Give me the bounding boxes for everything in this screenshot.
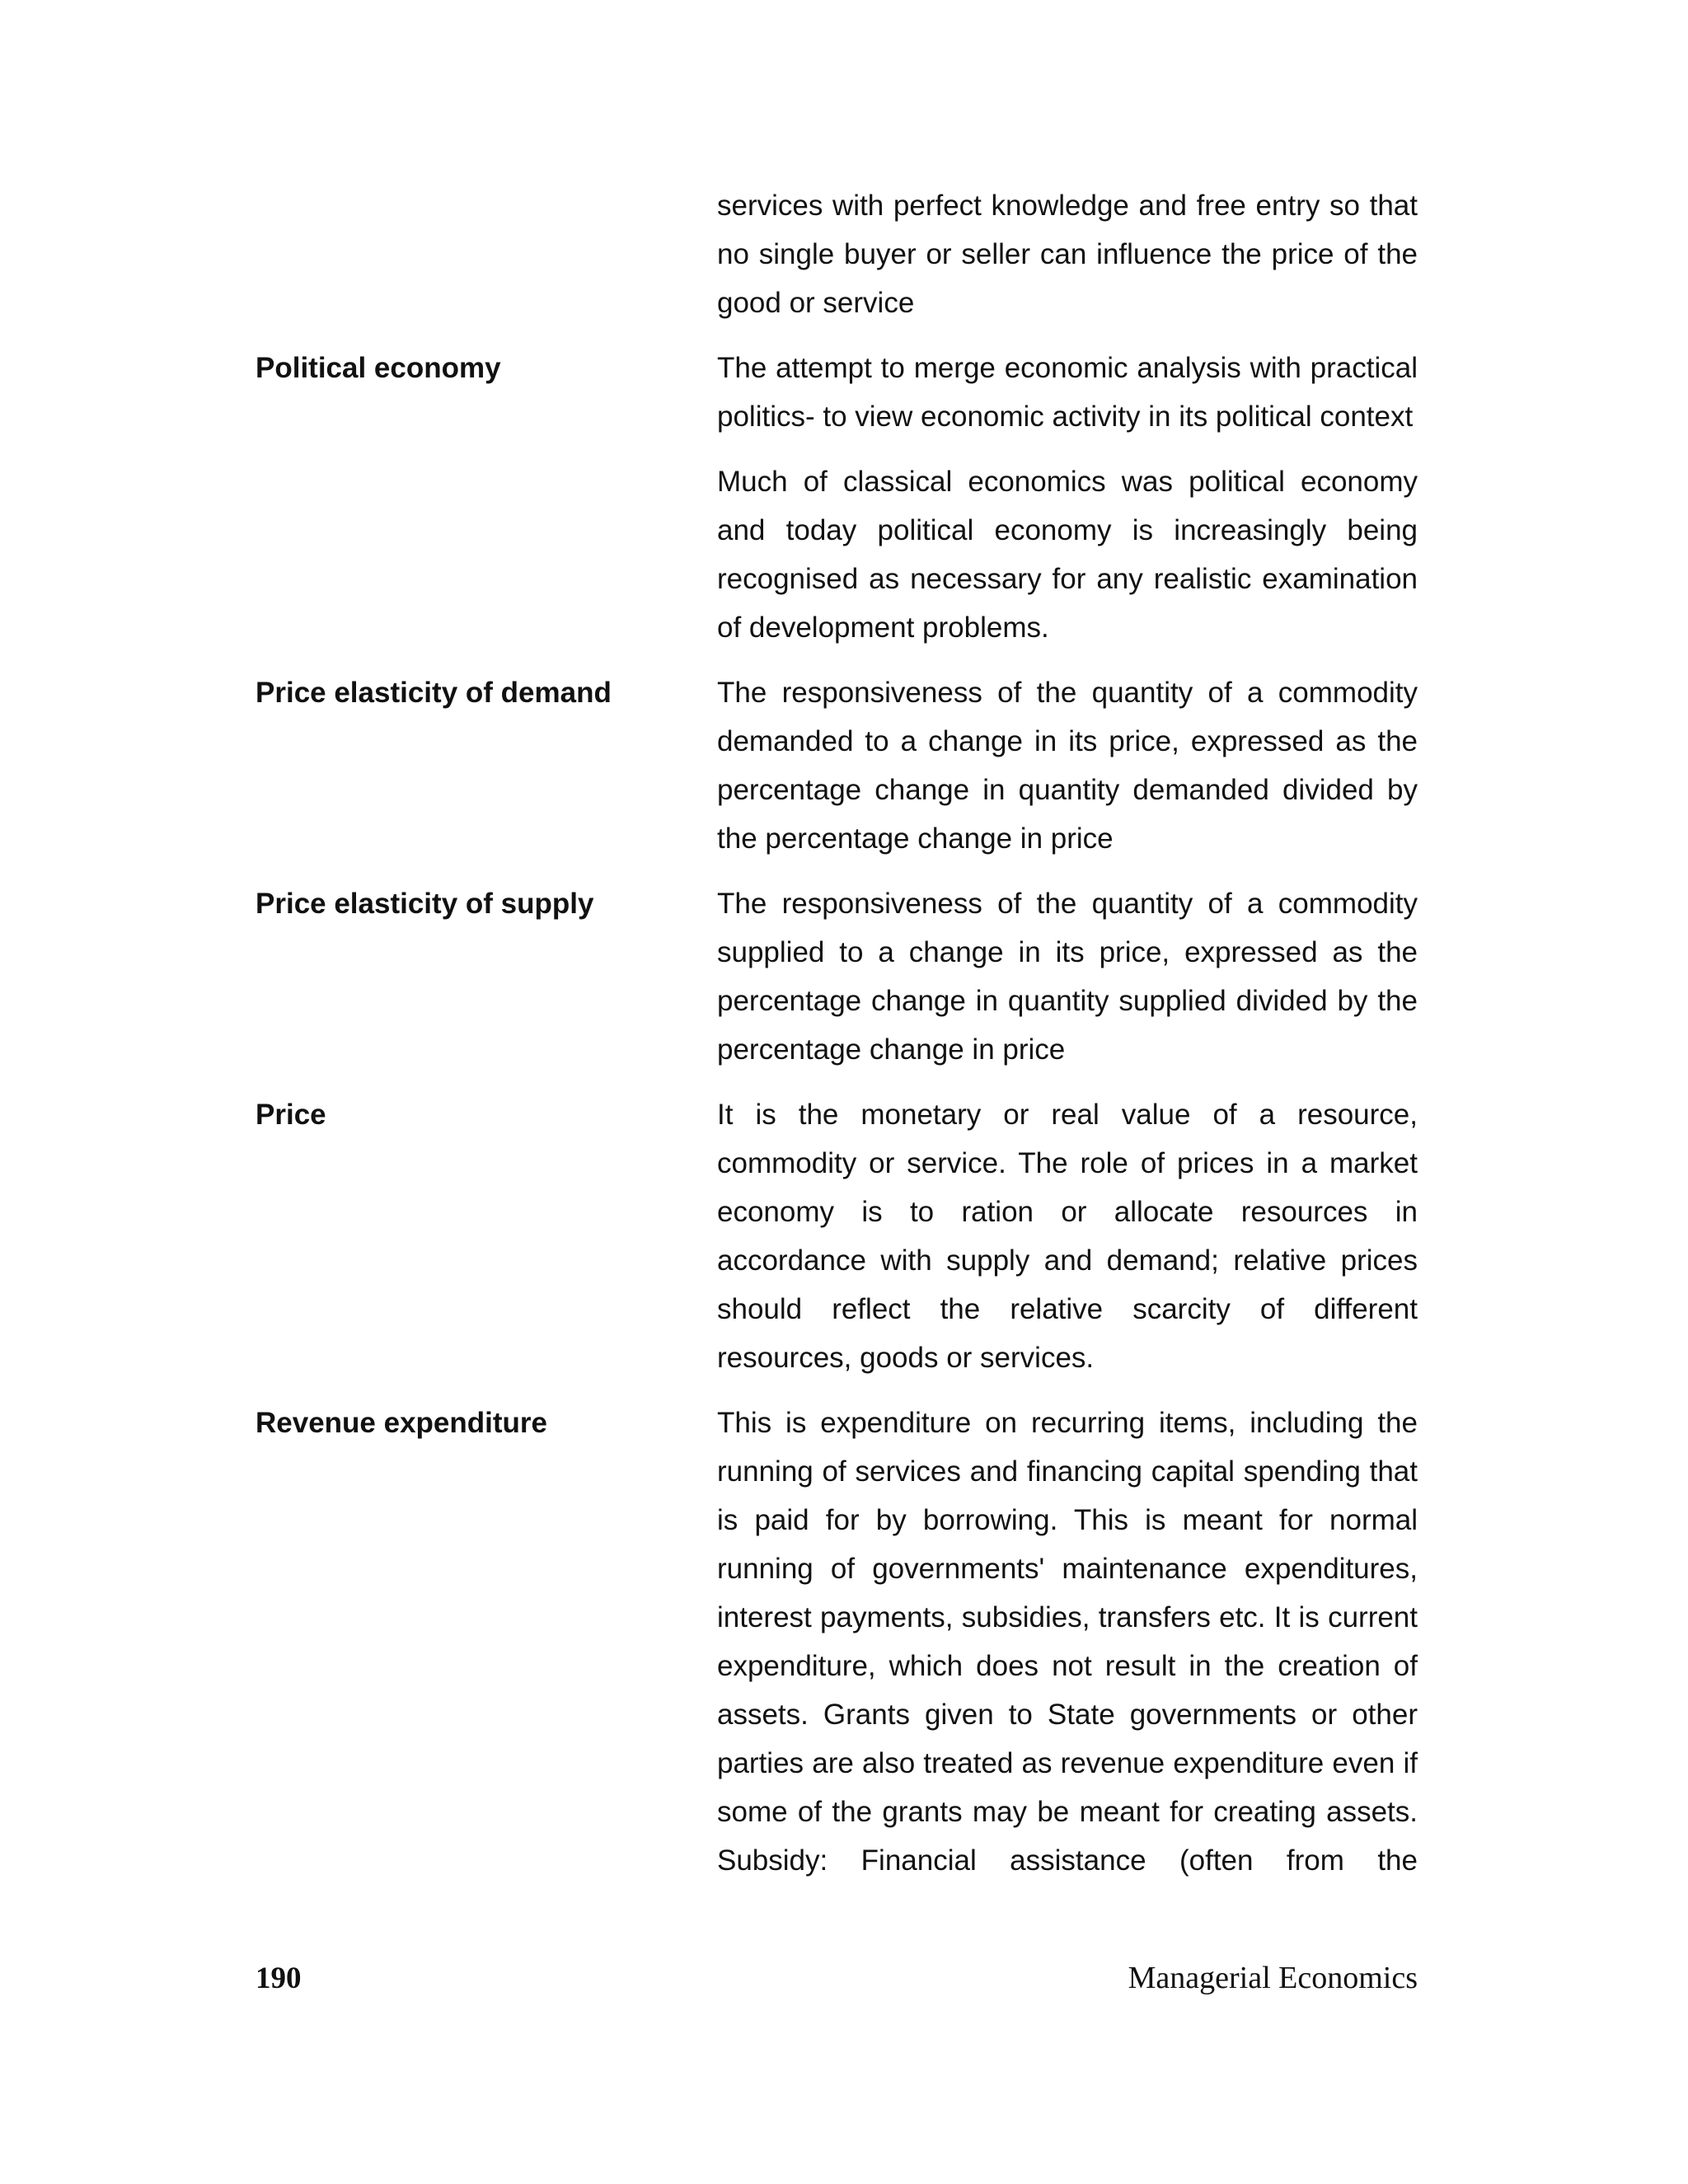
- definition-paragraph: This is expenditure on recurring items, including the running of services and financing capital spending that is paid for by borrowing. This is meant for normal running of governments' maintenance expenditures, interest payments, subsidies, transfers etc. It is current expenditure, which does not result in the creation of assets. Grants given to State governments or other parties are also treated as revenue expenditure even if some of the grants may be meant for creating assets. Subsidy: Financial assistance (often from the: [717, 1407, 1418, 1877]
- glossary-definition: [717, 1399, 1418, 1885]
- glossary-term: Revenue expenditure: [256, 1407, 547, 1439]
- glossary-term: Price elasticity of demand: [256, 677, 612, 709]
- glossary-entry-continued: [256, 181, 1418, 327]
- glossary-entry-price: [256, 1090, 1418, 1382]
- glossary-term: Price: [256, 1099, 326, 1131]
- glossary-entry-price-elasticity-of-supply: [256, 879, 1418, 1074]
- definition-paragraph: The responsiveness of the quantity of a commodity demanded to a change in its price, expressed as the percentage change in quantity demanded divided by the percentage change in price: [717, 677, 1418, 855]
- glossary-entry-political-economy: [256, 344, 1418, 652]
- glossary-definition: [717, 668, 1418, 863]
- glossary-entry-price-elasticity-of-demand: [256, 668, 1418, 863]
- page-footer: [256, 1960, 1418, 1996]
- glossary-definition: [717, 1090, 1418, 1382]
- glossary-list: [256, 181, 1418, 1901]
- definition-paragraph: The responsiveness of the quantity of a commodity supplied to a change in its price, expressed as the percentage change in quantity supplied divided by the percentage change in price: [717, 888, 1418, 1066]
- definition-paragraph: It is the monetary or real value of a resource, commodity or service. The role of prices in a market economy is to ration or allocate resources in accordance with supply and demand; relative prices should reflect the relative scarcity of different resources, goods or services.: [717, 1099, 1418, 1374]
- definition-paragraph: The attempt to merge economic analysis with practical politics- to view economic activity in its political context: [717, 352, 1418, 433]
- definition-paragraph: Much of classical economics was political economy and today political economy is increasingly being recognised as necessary for any realistic examination of development problems.: [717, 466, 1418, 644]
- book-title: Managerial Economics: [1128, 1961, 1418, 1995]
- glossary-term: Price elasticity of supply: [256, 888, 594, 920]
- glossary-entry-revenue-expenditure: [256, 1399, 1418, 1885]
- page-number: 190: [256, 1961, 302, 1995]
- glossary-term: Political economy: [256, 352, 501, 384]
- glossary-definition: [717, 879, 1418, 1074]
- definition-paragraph: services with perfect knowledge and free entry so that no single buyer or seller can influence the price of the good or service: [717, 190, 1418, 319]
- glossary-definition: [717, 181, 1418, 327]
- glossary-definition: [717, 344, 1418, 652]
